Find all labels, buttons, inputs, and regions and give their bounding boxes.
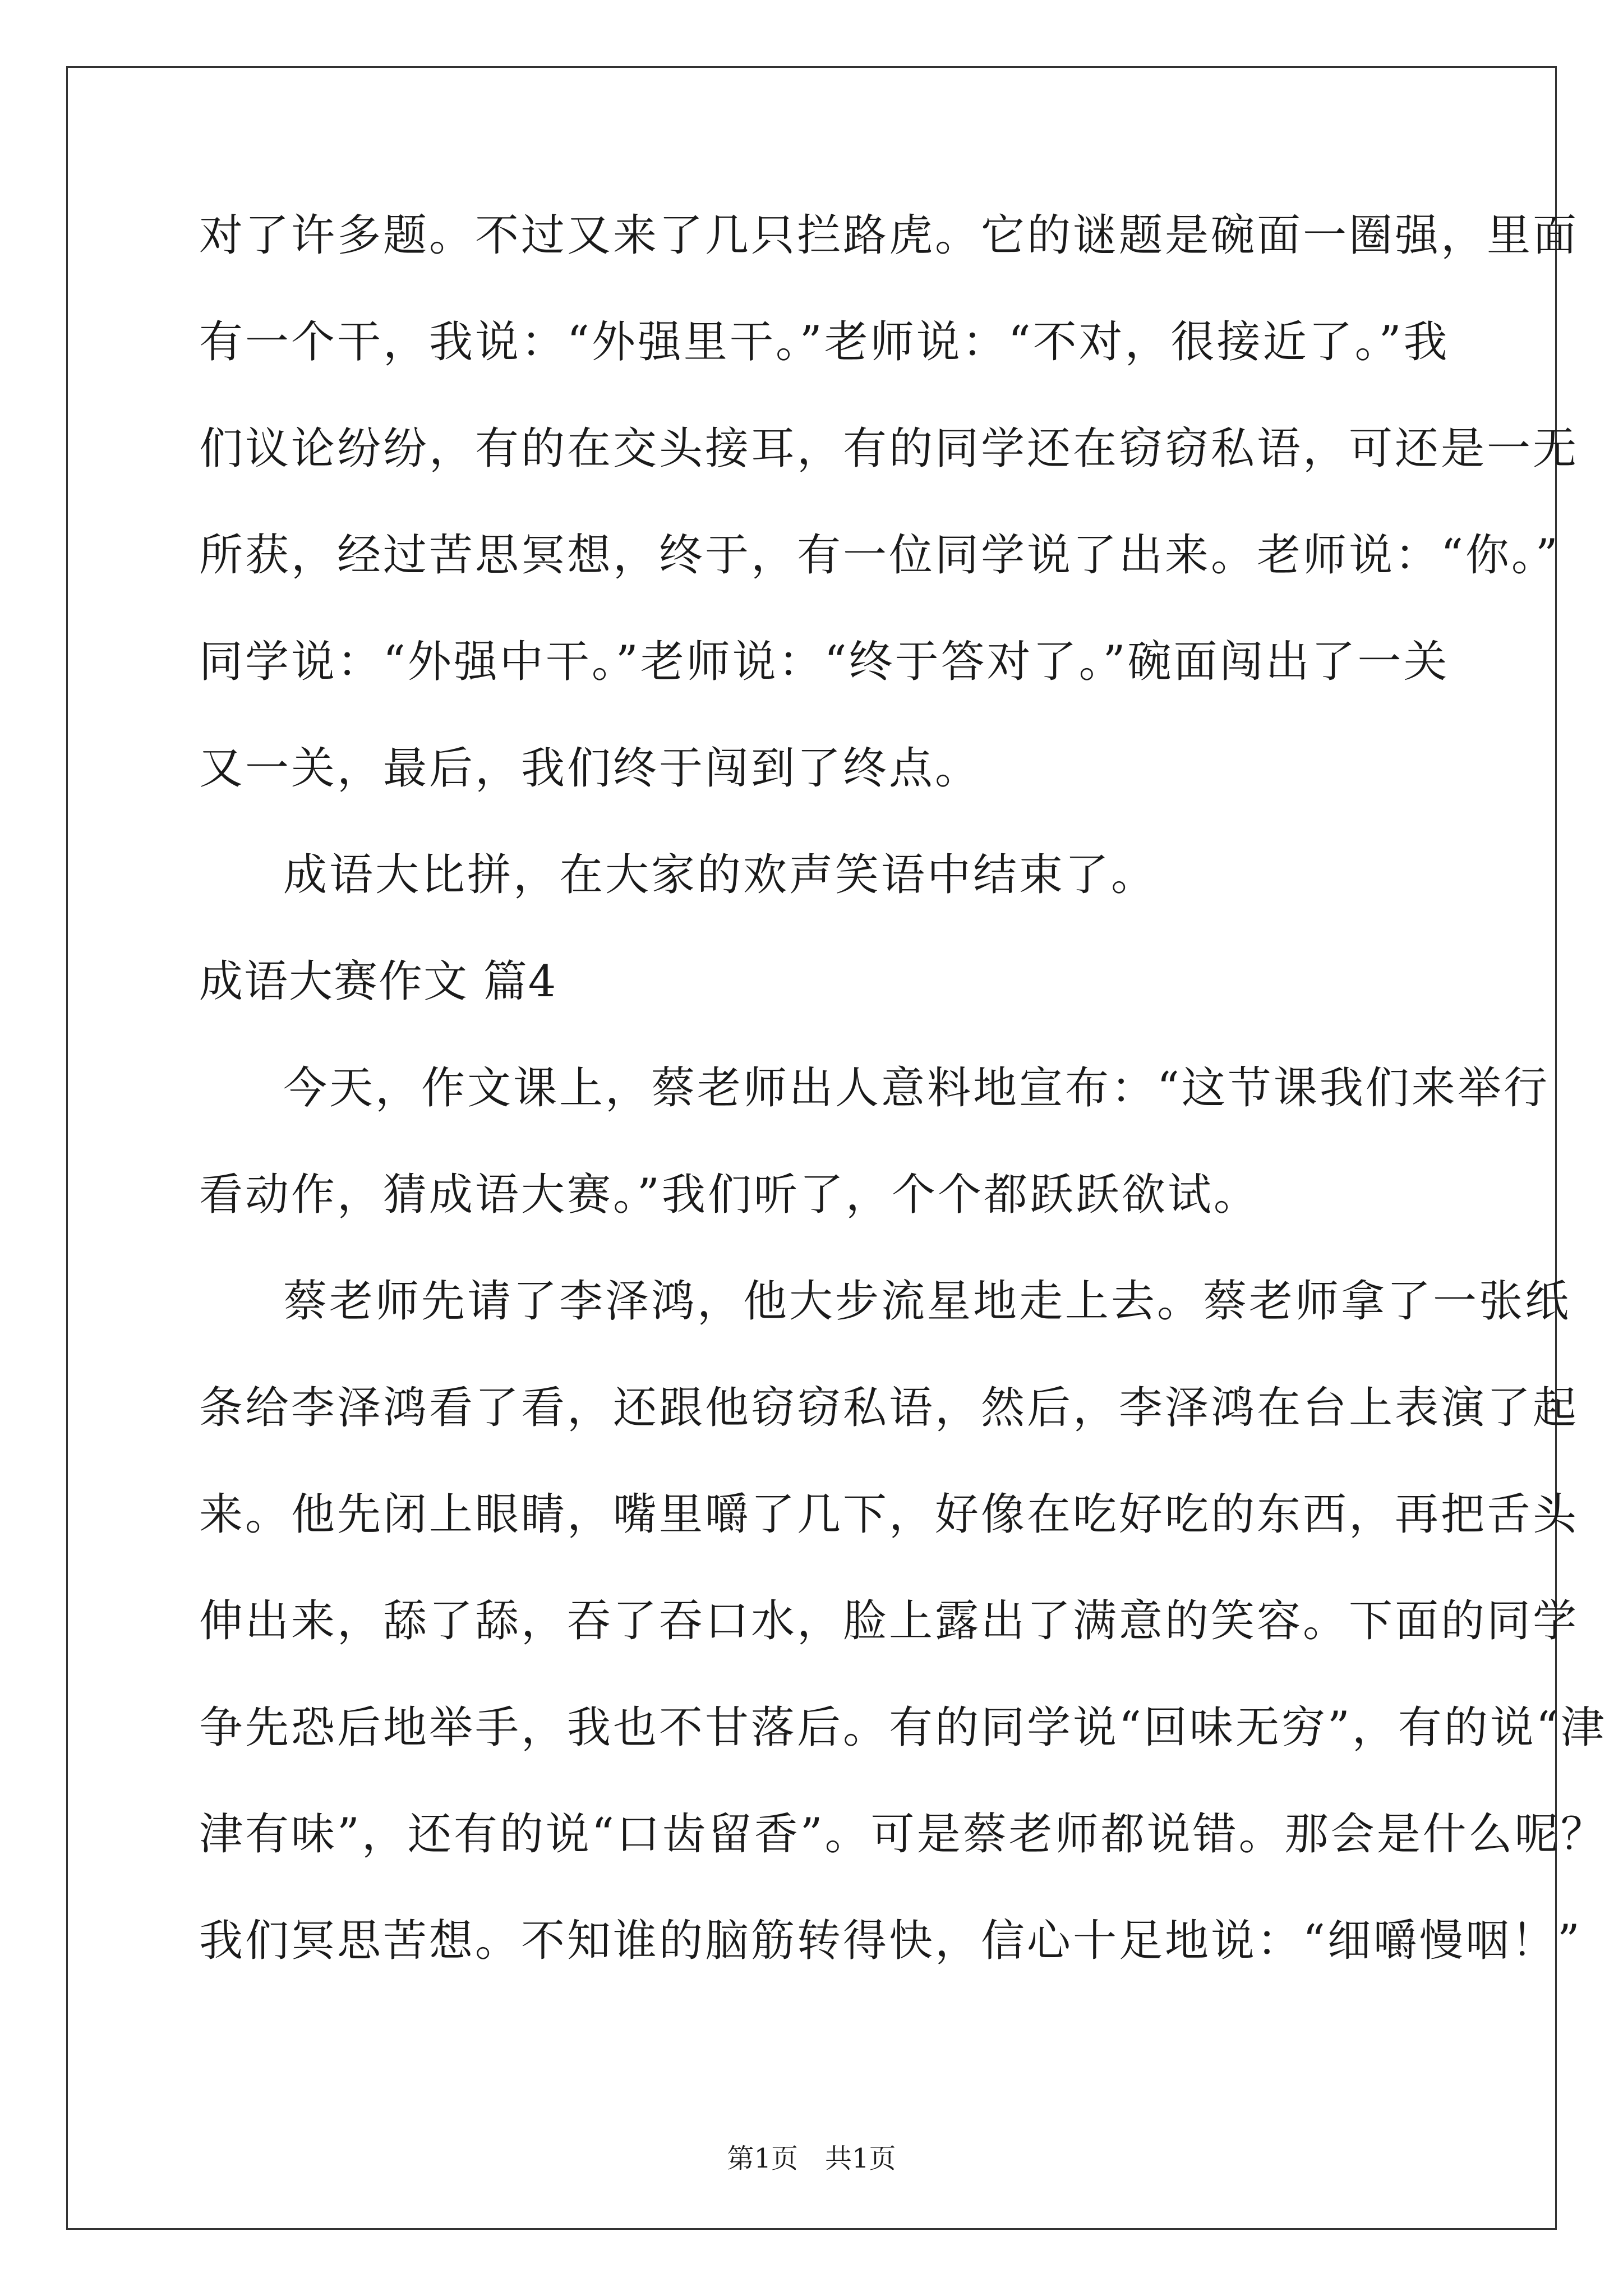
text-line: 同学说：“外强中干。”老师说：“终于答对了。”碗面闯出了一关	[199, 637, 1450, 687]
text-line: 来。他先闭上眼睛，嘴里嚼了几下，好像在吃好吃的东西，再把舌头	[199, 1489, 1579, 1540]
text-line: 我们冥思苦想。不知谁的脑筋转得快，信心十足地说：“细嚼慢咽！”	[199, 1916, 1582, 1966]
paragraph-start-line: 蔡老师先请了李泽鸿，他大步流星地走上去。蔡老师拿了一张纸	[283, 1276, 1571, 1327]
text-line: 所获，经过苦思冥想，终于，有一位同学说了出来。老师说：“你。”	[199, 530, 1560, 581]
text-line: 有一个干，我说：“外强里干。”老师说：“不对，很接近了。”我	[199, 317, 1450, 367]
text-line: 对了许多题。不过又来了几只拦路虎。它的谜题是碗面一圈强，里面	[199, 210, 1579, 261]
text-line: 看动作，猜成语大赛。”我们听了，个个都跃跃欲试。	[199, 1170, 1260, 1220]
paragraph-start-line: 今天，作文课上，蔡老师出人意料地宣布：“这节课我们来举行	[283, 1063, 1550, 1114]
text-line: 又一关，最后，我们终于闯到了终点。	[199, 743, 981, 794]
text-line: 条给李泽鸿看了看，还跟他窃窃私语，然后，李泽鸿在台上表演了起	[199, 1383, 1579, 1433]
section-heading: 成语大赛作文 篇4	[199, 956, 557, 1007]
page-number-footer: 第1页 共1页	[727, 2143, 896, 2174]
text-line: 伸出来，舔了舔，吞了吞口水，脸上露出了满意的笑容。下面的同学	[199, 1596, 1579, 1646]
text-line: 争先恐后地举手，我也不甘落后。有的同学说“回味无穷”，有的说“津	[199, 1703, 1607, 1753]
paragraph-start-line: 成语大比拼，在大家的欢声笑语中结束了。	[283, 850, 1158, 900]
text-line: 们议论纷纷，有的在交头接耳，有的同学还在窃窃私语，可还是一无	[199, 424, 1579, 474]
document-body	[199, 209, 1607, 2021]
text-line: 津有味”，还有的说“口齿留香”。可是蔡老师都说错。那会是什么呢？	[199, 1809, 1607, 1860]
